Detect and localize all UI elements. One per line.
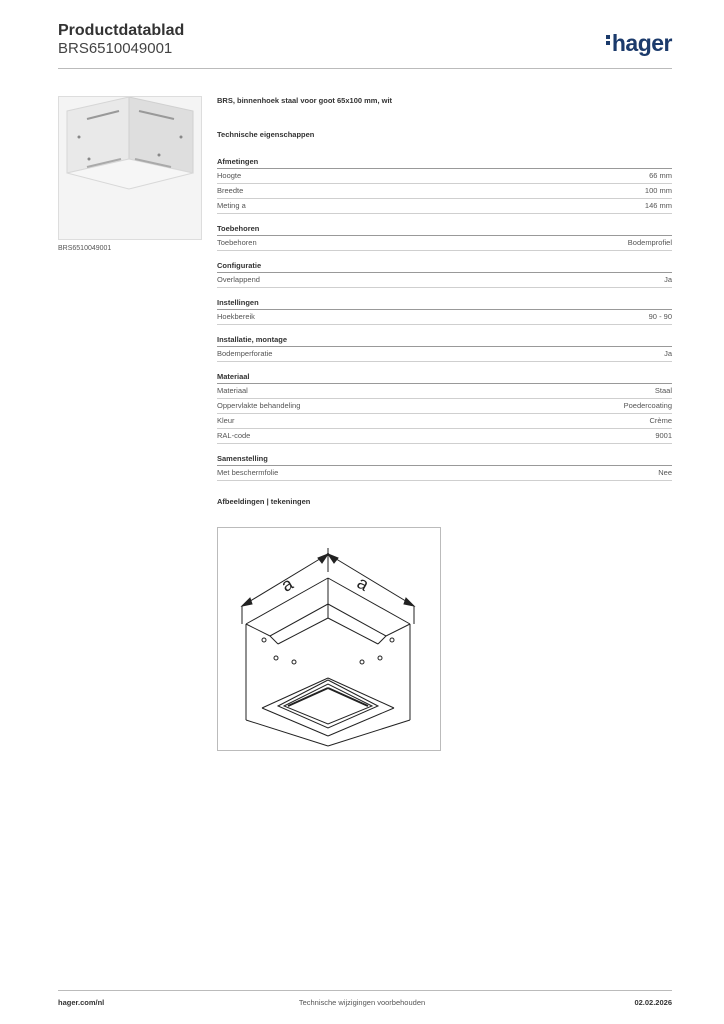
spec-label: Overlappend [217,275,260,284]
spec-column [217,96,672,506]
spec-group [217,157,672,214]
spec-label: Kleur [217,416,235,425]
spec-group-title: Toebehoren [217,224,672,236]
spec-group [217,224,672,251]
spec-group [217,298,672,325]
spec-group-title: Materiaal [217,372,672,384]
spec-groups [217,157,672,481]
spec-row [217,466,672,481]
product-photo-caption: BRS6510049001 [58,245,112,252]
spec-row [217,236,672,251]
spec-row [217,347,672,362]
spec-value: Ja [664,275,672,284]
spec-value: 146 mm [644,201,672,210]
spec-group-title: Samenstelling [217,454,672,466]
product-code: BRS6510049001 [58,40,173,57]
spec-label: RAL-code [217,431,251,440]
spec-row [217,199,672,214]
spec-group [217,454,672,481]
spec-value: 66 mm [649,171,672,180]
footer-disclaimer: Technische wijzigingen voorbehouden [298,998,426,1007]
spec-group-title: Installatie, montage [217,335,672,347]
hager-logo [606,30,672,57]
header-divider [58,68,672,69]
technical-drawing [217,527,441,751]
tech-heading: Technische eigenschappen [217,130,315,139]
spec-row [217,273,672,288]
logo-text: hager [611,30,672,56]
logo-dots-icon [606,33,610,47]
footer-date: 02.02.2026 [634,998,672,1007]
spec-label: Materiaal [217,386,248,395]
product-name: BRS, binnenhoek staal voor goot 65x100 mm, wit [217,96,393,105]
spec-group-title: Afmetingen [217,157,672,169]
footer-divider [58,990,672,991]
product-photo [58,96,202,240]
spec-group-title: Instellingen [217,298,672,310]
spec-row [217,384,672,399]
spec-label: Breedte [217,186,244,195]
spec-value: 100 mm [644,186,672,195]
spec-label: Hoogte [217,171,242,180]
spec-value: Crème [649,416,672,425]
spec-value: Bodemprofiel [627,238,672,247]
spec-label: Met beschermfolie [217,468,279,477]
spec-value: Poedercoating [623,401,672,410]
spec-label: Toebehoren [217,238,257,247]
page-title: Productdatablad [58,22,185,39]
spec-value: Ja [664,349,672,358]
spec-group-title: Configuratie [217,261,672,273]
spec-row [217,414,672,429]
spec-label: Hoekbereik [217,312,255,321]
dim-left-label: a [277,573,297,596]
spec-group [217,261,672,288]
spec-label: Bodemperforatie [217,349,273,358]
spec-group [217,372,672,444]
spec-label: Meting a [217,201,246,210]
spec-row [217,310,672,325]
spec-group [217,335,672,362]
footer-website: hager.com/nl [58,998,105,1007]
spec-value: Staal [654,386,672,395]
spec-row [217,399,672,414]
dim-right-label: a [353,572,373,595]
spec-value: 9001 [655,431,672,440]
images-heading: Afbeeldingen | tekeningen [217,497,311,506]
spec-row [217,169,672,184]
spec-label: Oppervlakte behandeling [217,401,301,410]
spec-value: 90 - 90 [648,312,672,321]
spec-value: Nee [658,468,672,477]
spec-row [217,429,672,444]
spec-row [217,184,672,199]
